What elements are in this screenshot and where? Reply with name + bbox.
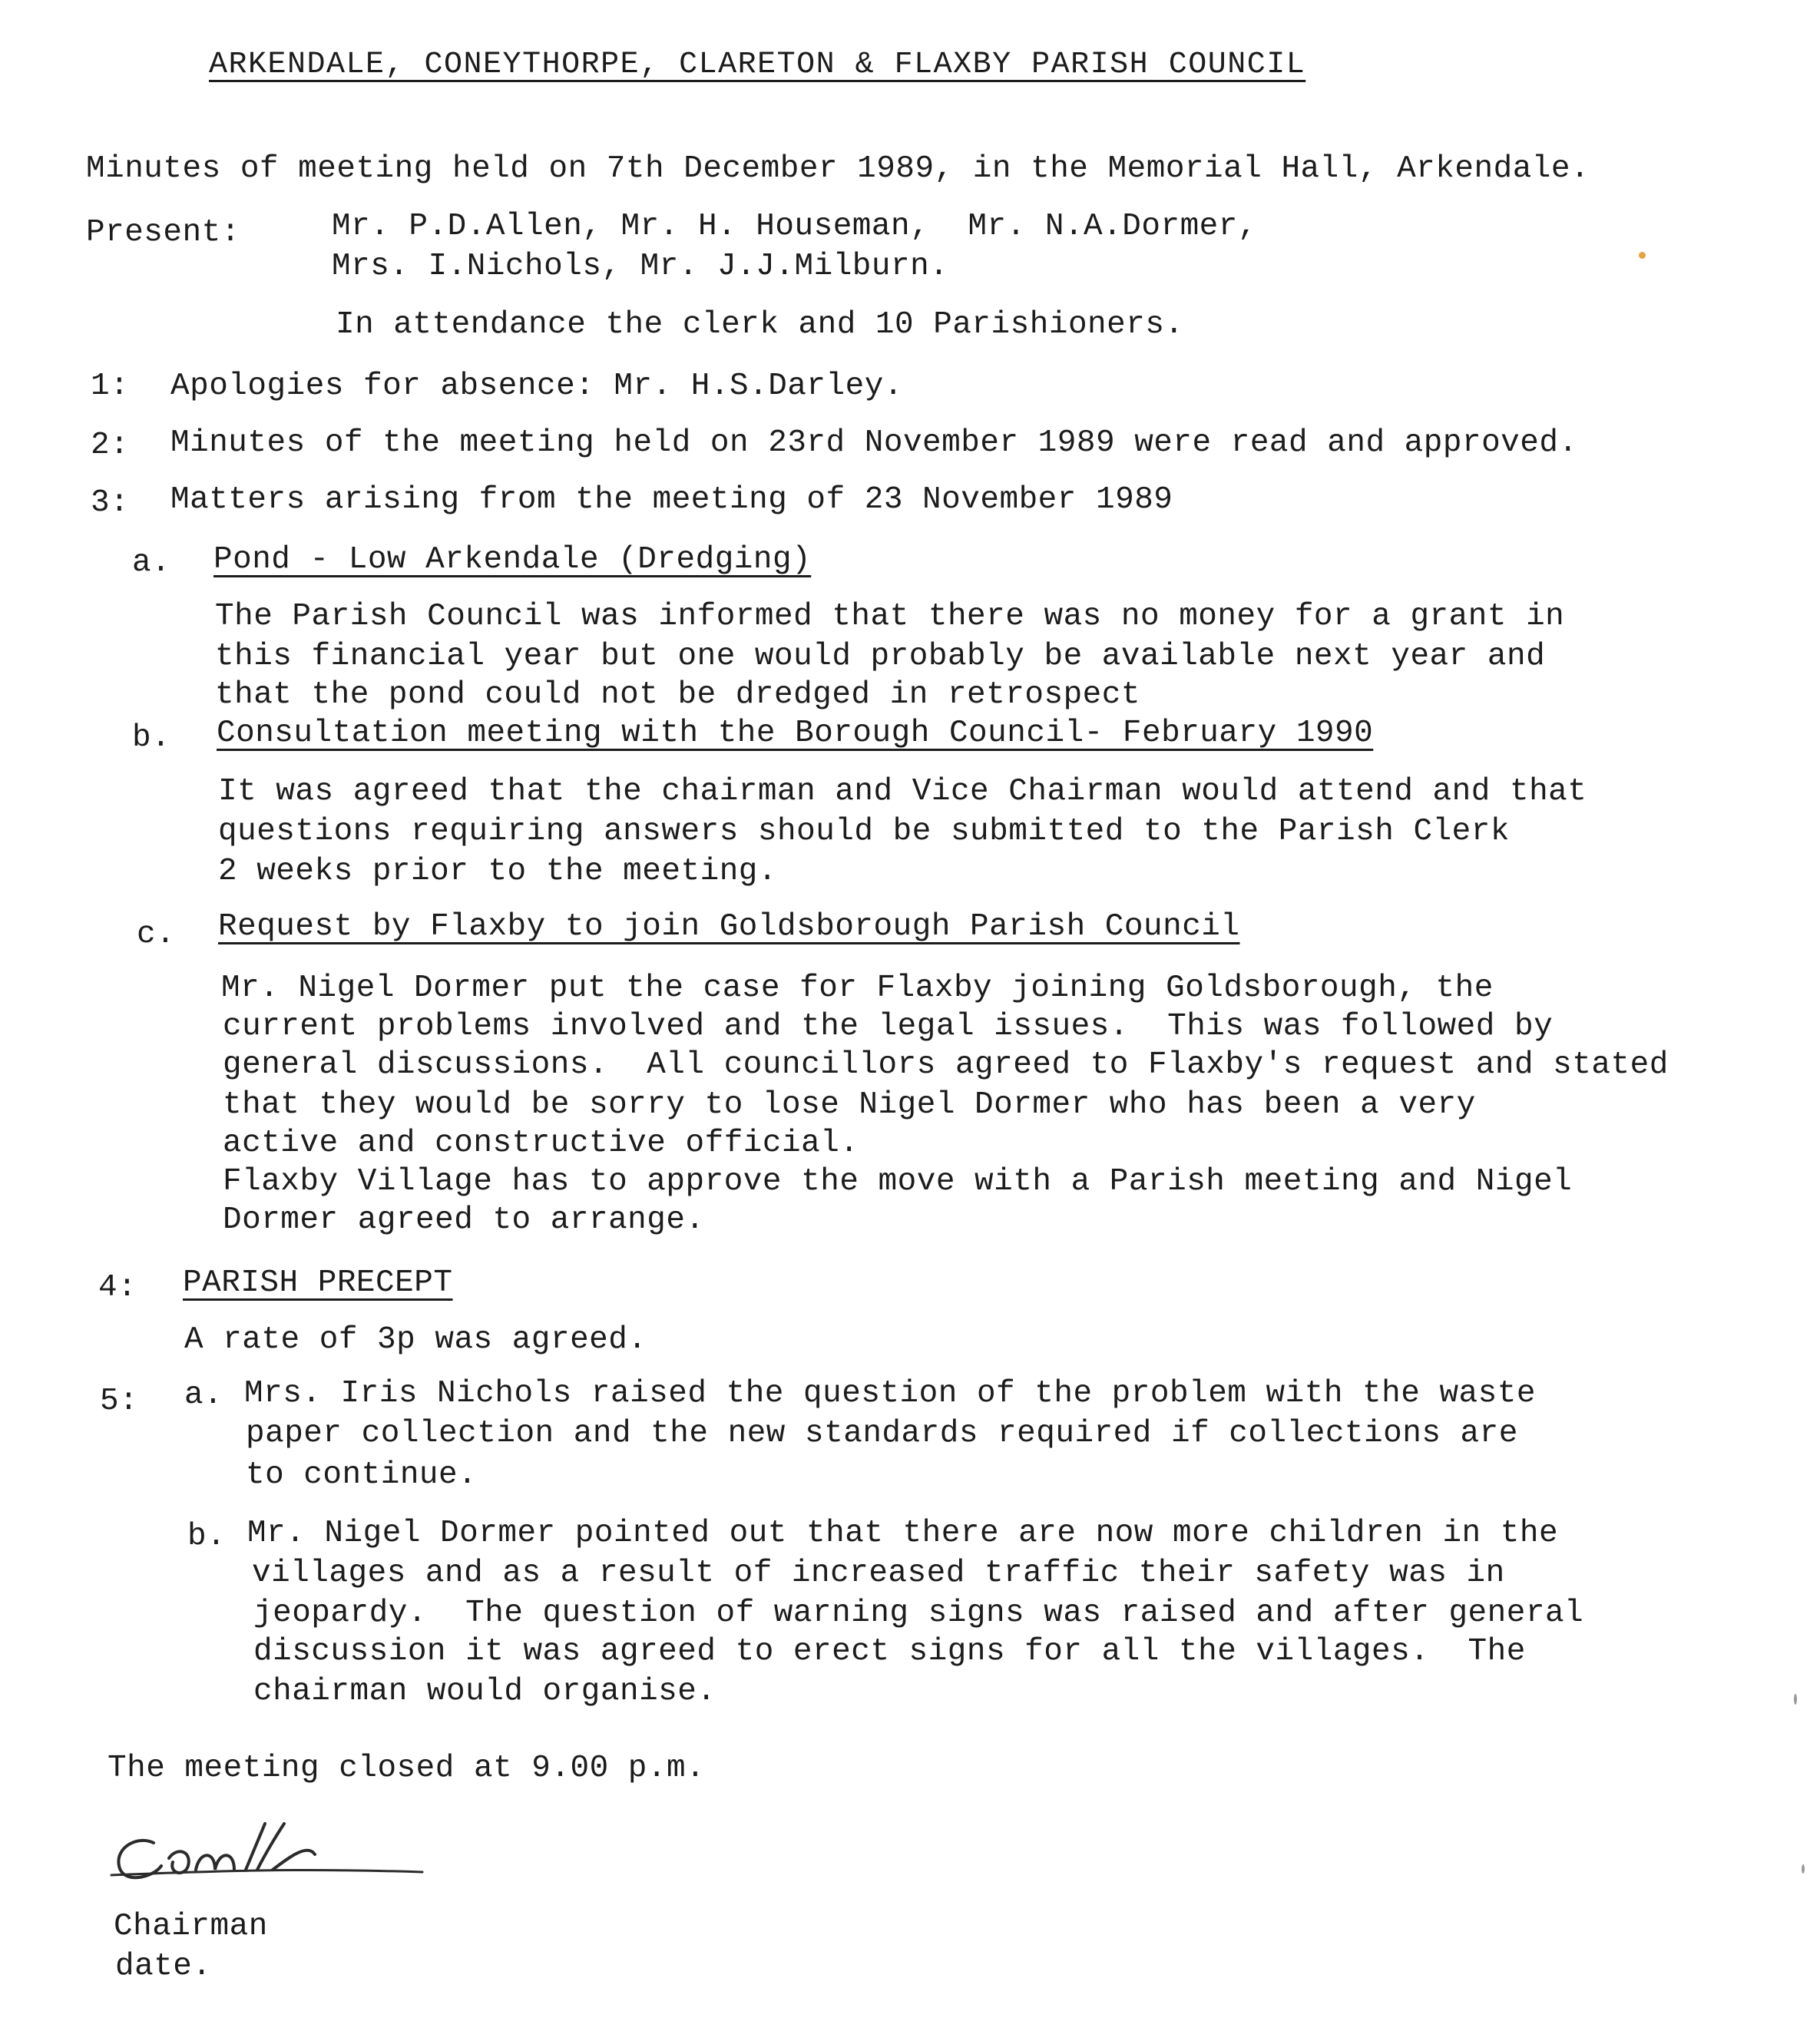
item-3c-line-7: Dormer agreed to arrange. <box>223 1202 705 1238</box>
item-5a-letter: a. <box>184 1378 223 1413</box>
chairman-label: Chairman <box>114 1909 268 1944</box>
item-5a-line-1: Mrs. Iris Nichols raised the question of the problem with the waste <box>244 1376 1536 1411</box>
item-3a-line-3: that the pond could not be dredged in retrospect <box>215 677 1140 713</box>
minutes-line: Minutes of meeting held on 7th December 1989, in the Memorial Hall, Arkendale. <box>86 151 1590 187</box>
item-4-number: 4: <box>98 1270 137 1305</box>
item-3a-line-2: this financial year but one would probably be available next year and <box>215 639 1546 674</box>
item-4-title: PARISH PRECEPT <box>183 1265 453 1301</box>
item-2-number: 2: <box>91 428 130 463</box>
item-5b-line-5: chairman would organise. <box>253 1674 716 1709</box>
item-3c-line-3: general discussions. All councillors agreed to Flaxby's request and stated <box>223 1047 1669 1083</box>
paper-speck <box>1639 252 1646 259</box>
item-1-number: 1: <box>91 369 130 404</box>
paper-speck <box>1794 1694 1797 1705</box>
item-3c-line-6: Flaxby Village has to approve the move with a Parish meeting and Nigel <box>223 1164 1573 1199</box>
item-3b-letter: b. <box>132 720 171 756</box>
item-5b-line-4: discussion it was agreed to erect signs for all the villages. The <box>253 1634 1526 1669</box>
item-5a-line-3: to continue. <box>246 1457 478 1493</box>
item-3b-title: Consultation meeting with the Borough Council- February 1990 <box>217 716 1374 751</box>
item-3a-line-1: The Parish Council was informed that there was no money for a grant in <box>215 599 1565 634</box>
attendance-line: In attendance the clerk and 10 Parishioners. <box>336 307 1184 342</box>
item-5-number: 5: <box>100 1384 139 1419</box>
item-2-text: Minutes of the meeting held on 23rd November 1989 were read and approved. <box>170 425 1578 461</box>
item-4-text: A rate of 3p was agreed. <box>184 1322 647 1358</box>
item-5b-line-3: jeopardy. The question of warning signs was raised and after general <box>253 1596 1584 1631</box>
item-3b-line-3: 2 weeks prior to the meeting. <box>218 854 778 889</box>
item-3c-line-2: current problems involved and the legal issues. This was followed by <box>223 1009 1554 1044</box>
present-line-2: Mrs. I.Nichols, Mr. J.J.Milburn. <box>332 249 949 284</box>
chairman-signature <box>100 1812 445 1897</box>
item-3a-title: Pond - Low Arkendale (Dredging) <box>213 542 812 577</box>
present-line-1: Mr. P.D.Allen, Mr. H. Houseman, Mr. N.A.Dormer, <box>332 209 1257 244</box>
item-3-text: Matters arising from the meeting of 23 November 1989 <box>170 482 1173 518</box>
item-3c-line-5: active and constructive official. <box>223 1126 859 1161</box>
document-title: ARKENDALE, CONEYTHORPE, CLARETON & FLAXBY PARISH COUNCIL <box>209 48 1306 82</box>
meeting-closed-line: The meeting closed at 9.00 p.m. <box>108 1751 706 1786</box>
paper-speck <box>1802 1864 1805 1874</box>
item-3b-line-2: questions requiring answers should be submitted to the Parish Clerk <box>218 814 1510 849</box>
item-3c-line-1: Mr. Nigel Dormer put the case for Flaxby joining Goldsborough, the <box>221 971 1494 1006</box>
item-1-text: Apologies for absence: Mr. H.S.Darley. <box>170 369 903 404</box>
item-3b-line-1: It was agreed that the chairman and Vice Chairman would attend and that <box>218 774 1587 809</box>
item-5b-line-2: villages and as a result of increased traffic their safety was in <box>252 1556 1505 1591</box>
item-3-number: 3: <box>91 485 130 521</box>
item-3a-letter: a. <box>132 545 171 580</box>
item-3c-title: Request by Flaxby to join Goldsborough Parish Council <box>218 909 1240 944</box>
present-label: Present: <box>86 215 240 250</box>
item-5b-line-1: Mr. Nigel Dormer pointed out that there are now more children in the <box>247 1516 1559 1551</box>
item-5b-letter: b. <box>187 1519 227 1554</box>
item-3c-line-4: that they would be sorry to lose Nigel Dormer who has been a very <box>223 1087 1476 1123</box>
item-5a-line-2: paper collection and the new standards required if collections are <box>246 1416 1518 1451</box>
item-3c-letter: c. <box>137 917 176 952</box>
date-label: date. <box>115 1949 212 1984</box>
